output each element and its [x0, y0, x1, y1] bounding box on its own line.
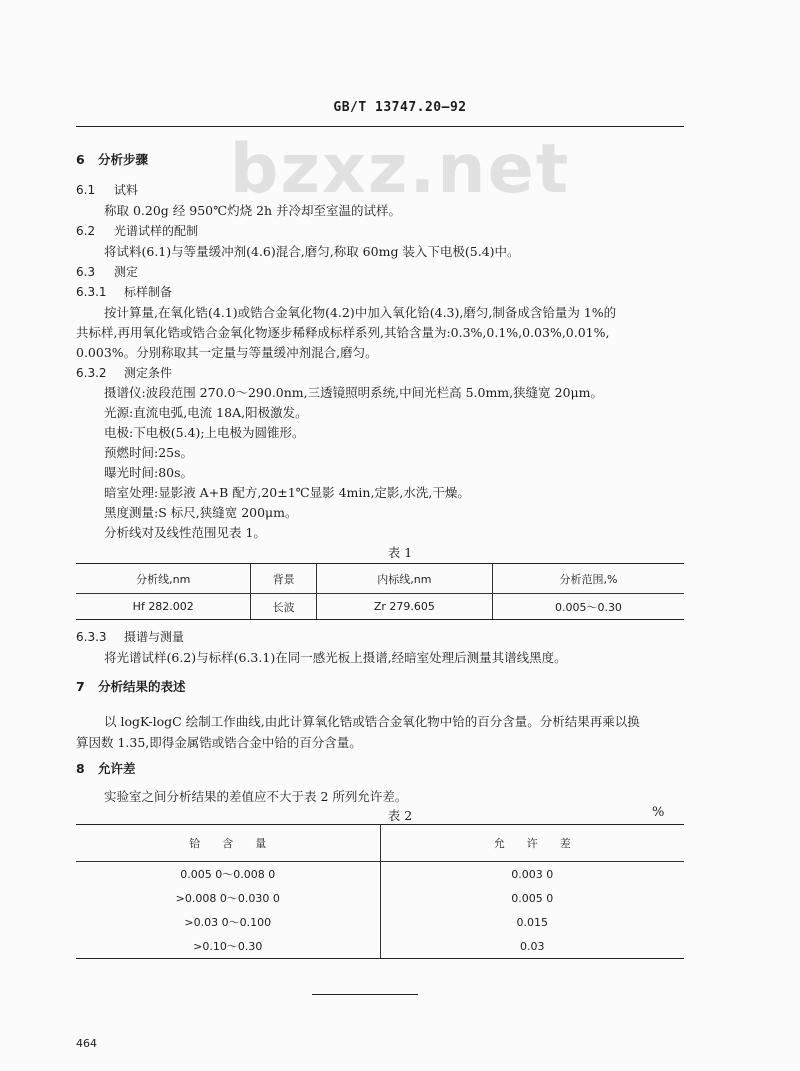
- table-cell: 0.03: [380, 934, 684, 959]
- end-rule: [312, 994, 418, 995]
- section-6-2-heading: 6.2 光谱试样的配制: [76, 224, 199, 238]
- section-7-line-2: 算因数 1.35,即得金属锆或锆合金中铪的百分含量。: [76, 735, 362, 750]
- header-rule: [76, 126, 684, 127]
- table-row: [76, 910, 684, 934]
- table-2-unit: %: [652, 805, 665, 820]
- table-cell: >0.03 0～0.100: [76, 910, 380, 934]
- table-2-caption: 表 2: [387, 808, 413, 823]
- standard-number-header: GB/T 13747.20—92: [333, 100, 467, 115]
- section-6-3-2-heading: 6.3.2 测定条件: [76, 366, 173, 380]
- condition-line: 光源:直流电弧,电流 18A,阳极激发。: [104, 405, 308, 420]
- condition-line: 电极:下电极(5.4);上电极为圆锥形。: [104, 425, 305, 440]
- table-cell: 0.005～0.30: [492, 594, 684, 620]
- table-header-row: [76, 564, 684, 594]
- table-cell: 长波: [251, 594, 316, 620]
- section-6-2-text: 将试料(6.1)与等量缓冲剂(4.6)混合,磨匀,称取 60mg 装入下电极(5.4)中。: [104, 244, 520, 259]
- table-row: [76, 594, 684, 620]
- table-1: [76, 563, 684, 620]
- section-6-3-3-text: 将光谱试样(6.2)与标样(6.3.1)在同一感光板上摄谱,经暗室处理后测量其谱线黑度。: [104, 650, 567, 665]
- table-cell: >0.10～0.30: [76, 934, 380, 959]
- table-cell: 0.015: [516, 915, 548, 929]
- section-6-3-heading: 6.3 测定: [76, 265, 139, 279]
- table-row: [76, 934, 684, 959]
- table-header-row: [76, 825, 684, 862]
- section-6-3-1-heading: 6.3.1 标样制备: [76, 285, 173, 299]
- condition-line: 分析线对及线性范围见表 1。: [104, 525, 266, 540]
- section-6-1-heading: 6.1 试料: [76, 183, 139, 197]
- section-6-3-1-line-1: 按计算量,在氧化锆(4.1)或锆合金氧化物(4.2)中加入氧化铪(4.3),磨匀,制备成含铪量为 1%的: [104, 305, 617, 320]
- section-6-1-text: 称取 0.20g 经 950℃灼烧 2h 并冷却至室温的试样。: [104, 203, 402, 218]
- table-row: [76, 886, 684, 910]
- section-7-heading: 7 分析结果的表述: [76, 679, 186, 694]
- condition-line: 曝光时间:80s。: [104, 465, 194, 480]
- condition-line: 摄谱仪:波段范围 270.0～290.0nm,三透镜照明系统,中间光栏高 5.0mm,狭缝宽 20μm。: [104, 385, 603, 400]
- table-header-cell: 背景: [251, 564, 316, 594]
- watermark: bzxz.net: [229, 130, 571, 209]
- table-cell: Zr 279.605: [316, 594, 492, 620]
- table-cell: Hf 282.002: [76, 594, 251, 620]
- table-cell: 0.005 0～0.008 0: [76, 862, 380, 887]
- table-header-cell: 内标线,nm: [316, 564, 492, 594]
- table-header-cell: 铪 含 量: [76, 825, 380, 862]
- table-header-cell: 分析范围,%: [492, 564, 684, 594]
- table-1-caption: 表 1: [387, 545, 413, 560]
- table-header-cell: 允 许 差: [380, 825, 684, 862]
- section-6-3-3-heading: 6.3.3 摄谱与测量: [76, 630, 185, 644]
- table-cell: 0.003 0: [511, 867, 554, 881]
- condition-line: 暗室处理:显影液 A+B 配方,20±1℃显影 4min,定影,水洗,干燥。: [104, 485, 470, 500]
- section-6-3-1-line-2: 共标样,再用氧化锆或锆合金氧化物逐步稀释成标样系列,其铪含量为:0.3%,0.1%,0.03%,0.01%,: [76, 325, 610, 340]
- table-2: [76, 824, 684, 959]
- section-6-3-1-line-3: 0.003%。分别称取其一定量与等量缓冲剂混合,磨匀。: [76, 345, 378, 360]
- section-7-line-1: 以 logK-logC 绘制工作曲线,由此计算氧化锆或锆合金氧化物中铪的百分含量。分析结果再乘以换: [104, 714, 640, 729]
- section-6-heading: 6 分析步骤: [76, 152, 149, 167]
- table-cell: >0.008 0～0.030 0: [76, 886, 380, 910]
- table-header-cell: 分析线,nm: [76, 564, 251, 594]
- table-row: [76, 862, 684, 887]
- section-8-text: 实验室之间分析结果的差值应不大于表 2 所列允许差。: [104, 789, 408, 804]
- condition-line: 黑度测量:S 标尺,狭缝宽 200μm。: [104, 505, 298, 520]
- page-number: 464: [76, 1037, 97, 1050]
- section-8-heading: 8 允许差: [76, 761, 136, 776]
- table-cell: 0.005 0: [511, 891, 554, 905]
- condition-line: 预燃时间:25s。: [104, 445, 194, 460]
